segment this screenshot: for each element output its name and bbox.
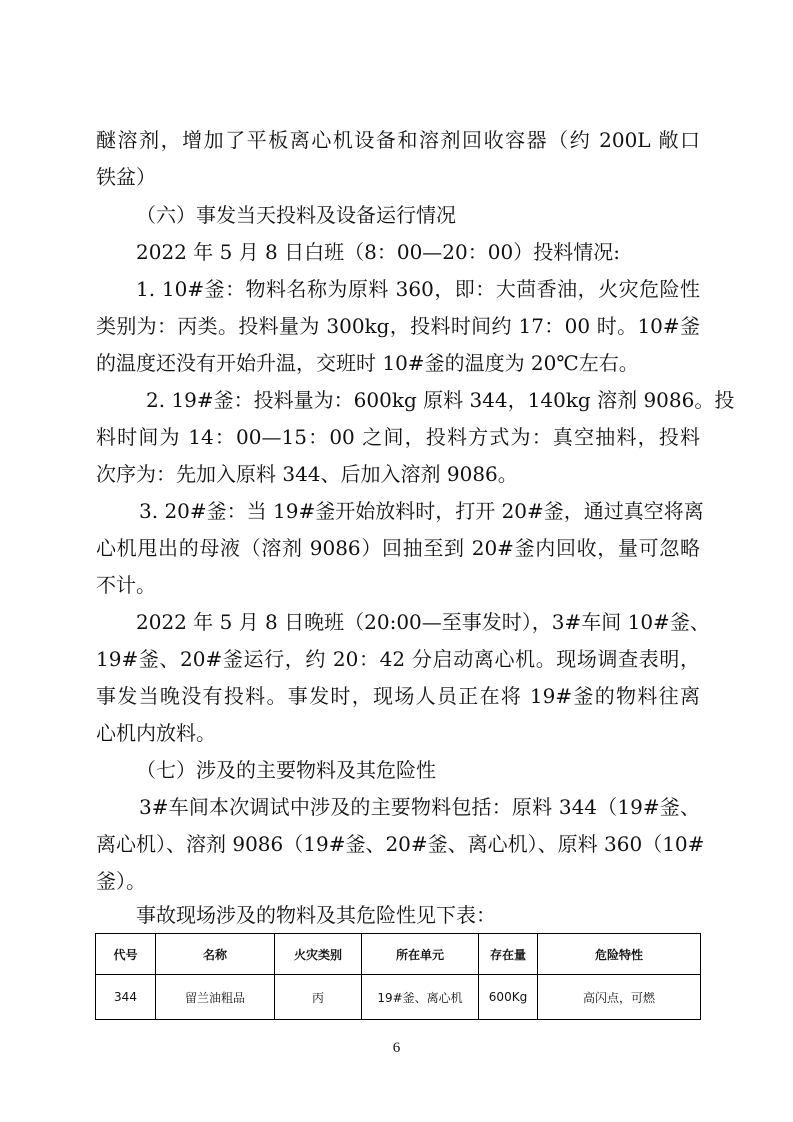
paragraph-line: 19#釜、20#釜运行，约 20：42 分启动离心机。现场调查表明，: [96, 647, 700, 671]
paragraph-line: 离心机）、溶剂 9086（19#釜、20#釜、离心机）、原料 360（10#: [96, 832, 705, 856]
paragraph-line: 3. 20#釜：当 19#釜开始放料时，打开 20#釜，通过真空将离: [139, 499, 704, 523]
paragraph-line: 心机甩出的母液（溶剂 9086）回抽至到 20#釜内回收，量可忽略: [96, 536, 700, 560]
paragraph-line: 2. 19#釜：投料量为：600kg 原料 344，140kg 溶剂 9086。投: [146, 388, 735, 412]
paragraph-line: 醚溶剂，增加了平板离心机设备和溶剂回收容器（约 200L 敞口: [96, 128, 700, 152]
header-unit: 所在单元: [362, 934, 479, 975]
header-quantity: 存在量: [479, 934, 538, 975]
table-row: [96, 975, 701, 1020]
paragraph-line: 次序为：先加入原料 344、后加入溶剂 9086。: [96, 462, 518, 486]
cell-hazard: 高闪点，可燃: [538, 975, 701, 1020]
paragraph-line: 1. 10#釜：物料名称为原料 360，即：大茴香油，火灾危险性: [136, 277, 700, 301]
cell-unit: 19#釜、离心机: [362, 975, 479, 1020]
header-hazard: 危险特性: [538, 934, 701, 975]
paragraph-line: 的温度还没有开始升温，交班时 10#釜的温度为 20℃左右。: [96, 351, 639, 375]
cell-code: 344: [96, 975, 156, 1020]
header-code: 代号: [96, 934, 156, 975]
paragraph-line: 釜）。: [96, 869, 146, 893]
paragraph-line: 事发当晚没有投料。事发时，现场人员正在将 19#釜的物料往离: [96, 684, 700, 708]
cell-fire-class: 丙: [275, 975, 362, 1020]
paragraph-line: 2022 年 5 月 8 日白班（8：00—20：00）投料情况:: [136, 240, 620, 264]
paragraph-line: 料时间为 14：00—15：00 之间，投料方式为：真空抽料，投料: [96, 425, 700, 449]
cell-name: 留兰油粗品: [156, 975, 275, 1020]
paragraph-line: 3#车间本次调试中涉及的主要物料包括：原料 344（19#釜、: [139, 795, 700, 819]
paragraph-line: 2022 年 5 月 8 日晚班（20:00—至事发时），3#车间 10#釜、: [136, 610, 710, 634]
materials-table: [95, 933, 701, 1020]
table-caption: 事故现场涉及的物料及其危险性见下表：: [136, 903, 496, 927]
page-number: 6: [392, 1040, 401, 1056]
paragraph-line: 类别为：丙类。投料量为 300kg，投料时间约 17：00 时。10#釜: [96, 314, 700, 338]
paragraph-line: 不计。: [96, 573, 156, 597]
cell-quantity: 600Kg: [479, 975, 538, 1020]
paragraph-line: 心机内放料。: [96, 721, 216, 745]
section-heading-6: （六）事发当天投料及设备运行情况: [136, 203, 456, 227]
header-name: 名称: [156, 934, 275, 975]
section-heading-7: （七）涉及的主要物料及其危险性: [136, 758, 436, 782]
table-header-row: [96, 934, 701, 975]
header-fire-class: 火灾类别: [275, 934, 362, 975]
paragraph-line: 铁盆）: [96, 165, 156, 189]
